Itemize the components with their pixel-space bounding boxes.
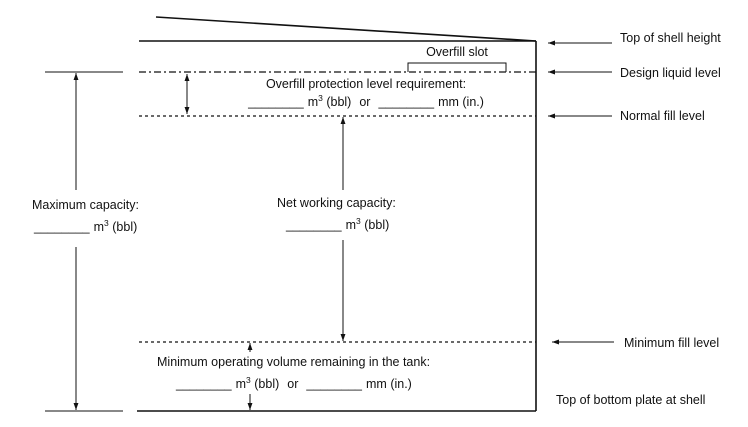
overfill-slot-label: Overfill slot (426, 45, 488, 59)
overfill-level-blank: ________ (378, 95, 435, 109)
overfill-volume-blank: ________ (248, 95, 304, 109)
normal-fill-label: Normal fill level (620, 109, 705, 123)
net-working-title: Net working capacity: (277, 196, 396, 210)
max-capacity-blank: ________ (34, 220, 90, 234)
min-level-blank: ________ (306, 377, 363, 391)
min-volume-values: ________ $m^3$ (bbl) or ________ mm (in.) (176, 375, 412, 391)
tank-roof-line (156, 17, 536, 41)
net-working-blank: ________ (286, 218, 342, 232)
top-of-shell-label: Top of shell height (620, 31, 721, 45)
overfill-protection-values: ________ $m^3$ (bbl) or ________ mm (in.) (248, 93, 484, 109)
min-volume-blank: ________ (176, 377, 232, 391)
net-working-value: ________ $m^3$ (bbl) (286, 216, 390, 232)
min-volume-title: Minimum operating volume remaining in the tank: (157, 355, 431, 369)
bottom-plate-label: Top of bottom plate at shell (556, 393, 706, 407)
overfill-protection-title: Overfill protection level requirement: (265, 77, 467, 91)
max-capacity-value: ________ $m^3$ (bbl) (34, 218, 138, 234)
design-liquid-label: Design liquid level (620, 66, 721, 80)
overfill-slot-shape (408, 63, 506, 72)
minimum-fill-label: Minimum fill level (624, 336, 720, 350)
max-capacity-title: Maximum capacity: (32, 198, 139, 212)
